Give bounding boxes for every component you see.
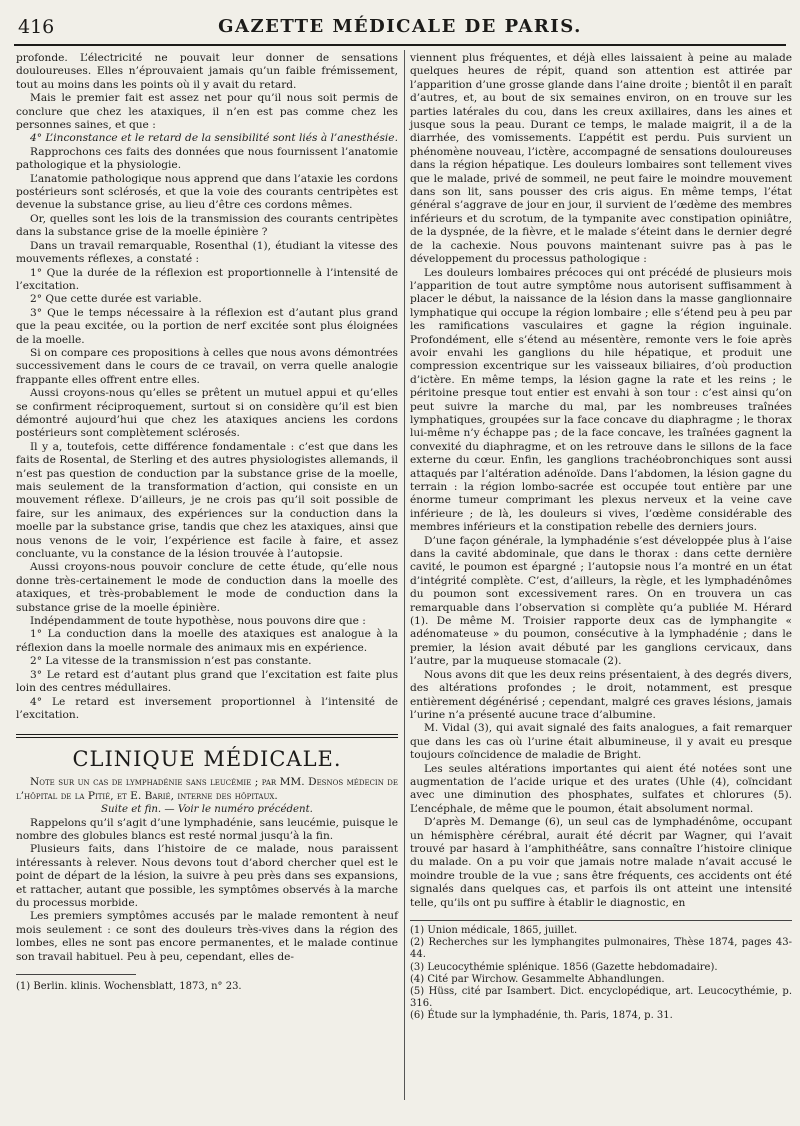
paragraph: D’après M. Demange (6), un seul cas de lymphadénôme, occupant un hémisphère cérébral, aurait été décrit par Wagner, qui l’avait trouvé par hasard à l’amphithéâtre, sans connaître l’histoire clinique du malade. On a pu voir que jamais notre malade n’avait accusé le moindre trouble de la vue ; sans être fréquents, ces accidents ont été signalés dans quelques cas, et parfois ils ont atteint une intensité telle, qu’ils ont pu suffire à établir le diagnostic, en: [410, 816, 792, 909]
paragraph: viennent plus fréquentes, et déjà elles laissaient à peine au malade quelques heures de répit, quand son attention est attirée par l’apparition d’une grosse glande dans l’aine droite ; bientôt il en paraît d’autres, et, au bout de six semaines environ, on en trouve sur les parties latérales du cou, dans les creux axillaires, dans les aines et jusque sous la peau. Durant ce temps, le malade maigrit, il a de la diarrhée, des vomissements. L’appétit est perdu. Puis survient un phénomène nouveau, l’ictère, accompagné de sensations douloureuses dans la région hépatique. Les douleurs lombaires sont tellement vives que le malade, privé de sommeil, ne peut faire le moindre mouvement dans son lit, sans pousser des cris aigus. En même temps, l’état général s’aggrave de jour en jour, il survient de l’œdème des membres inférieurs et du scrotum, de la tympanite avec constipation opiniâtre, de la dyspnée, de la fièvre, et le malade s’éteint dans le dernier degré de la cachexie. Nous pouvons maintenant suivre pas à pas le développement du processus pathologique :: [410, 52, 792, 266]
paragraph: Si on compare ces propositions à celles que nous avons démontrées successivement dans le cours de ce travail, on verra quelle analogie frappante elles offrent entre elles.: [16, 346, 398, 386]
paragraph: Or, quelles sont les lois de la transmission des courants centripètes dans la substance grise de la moelle épinière ?: [16, 212, 398, 239]
list-item: 4° Le retard est inversement proportionnel à l’intensité de l’excitation.: [16, 695, 398, 721]
footnote: (1) Union médicale, 1865, juillet.: [410, 925, 578, 936]
paragraph: Il y a, toutefois, cette différence fondamentale : c’est que dans les faits de Rosental, de Sterling et des autres physiologistes allemands, il n’est pas question de conduction par la substance grise de la moelle, mais seulement de la transformation d’action, qui consiste en un mouvement réflexe. D’ailleurs, je ne crois pas qu’il soit possible de faire, sur les animaux, des expériences sur la conduction dans la moelle par la substance grise, tandis que chez les ataxiques, ainsi que nous venons de le voir, l’expérience est facile à faire, et assez concluante, vu la constance de la lésion trouvée à l’autopsie.: [16, 440, 398, 561]
list-item: 2° Que cette durée est variable.: [30, 293, 202, 306]
list-item: 1° La conduction dans la moelle des ataxiques est analogue à la réflexion dans la moelle normale des animaux mis en expérience.: [16, 628, 398, 654]
list-item: 3° Que le temps nécessaire à la réflexion est d’autant plus grand que la peau excitée, ou la portion de nerf excitée sont plus éloignées de la moelle.: [16, 306, 398, 346]
footnote: (2) Recherches sur les lymphangites pulmonaires, Thèse 1874, pages 43-44.: [410, 937, 792, 961]
list-item: 1° Que la durée de la réflexion est proportionnelle à l’intensité de l’excitation.: [16, 266, 398, 292]
footnote: (6) Étude sur la lymphadénie, th. Paris, 1874, p. 31.: [410, 1010, 673, 1022]
footnote: (5) Hüss, cité par Isambert. Dict. encyclopédique, art. Leucocythémie, p. 316.: [410, 986, 792, 1010]
paragraph: profonde. L’électricité ne pouvait leur donner de sensations douloureuses. Elles n’éprouvaient jamais qu’un faible frémissement, tout au moins dans les points où il y avait du retard.: [16, 52, 398, 91]
section-separator: [16, 734, 398, 738]
paragraph: Rapprochons ces faits des données que nous fournissent l’anatomie pathologique et la physiologie.: [16, 145, 398, 172]
conclusion-item: 4° L’inconstance et le retard de la sensibilité sont liés à l’anesthésie.: [30, 132, 398, 145]
journal-title: GAZETTE MÉDICALE DE PARIS.: [218, 16, 582, 37]
page-number: 416: [18, 16, 55, 38]
paragraph: L’anatomie pathologique nous apprend que dans l’ataxie les cordons postérieurs sont sclérosés, et que la voie des courants centripètes est devenue la substance grise, au lieu d’être ces cordons mêmes.: [16, 172, 398, 212]
footnote-rule: [16, 974, 136, 975]
paragraph: Dans un travail remarquable, Rosenthal (1), étudiant la vitesse des mouvements réflexes, a constaté :: [16, 239, 398, 266]
footnote: (4) Cité par Wirchow. Gesammelte Abhandlungen.: [410, 973, 665, 985]
paragraph: M. Vidal (3), qui avait signalé des faits analogues, a fait remarquer que dans les cas où l’urine était albumineuse, il y avait eu presque toujours coïncidence de maladie de Bright.: [410, 722, 792, 762]
paragraph: Les premiers symptômes accusés par le malade remontent à neuf mois seulement : ce sont des douleurs très-vives dans la région des lombes, elles ne sont pas encore permanentes, et le malade continue son travail habituel. Peu à peu, cependant, elles de-: [16, 910, 398, 963]
paragraph: D’une façon générale, la lymphadénie s’est développée plus à l’aise dans la cavité abdominale, que dans le thorax : dans cette dernière cavité, le poumon est épargné ; l’autopsie nous l’a montré en un état d’intégrité complète. C’est, d’ailleurs, la règle, et les lymphadénômes du poumon sont excessivement rares. On en trouvera un cas remarquable dans l’observation si complète qu’a publiée M. Hérard (1). De même M. Troisier rapporte deux cas de lymphangite « adénomateuse » du poumon, consécutive à la lymphadénie ; dans le premier, la lésion avait débuté par les ganglions cervicaux, dans l’autre, par la muqueuse stomacale (2).: [410, 534, 792, 668]
left-column: [16, 52, 398, 993]
section-title: CLINIQUE MÉDICALE.: [72, 747, 342, 772]
list-item: 3° Le retard est d’autant plus grand que l’excitation est faite plus loin des centres médullaires.: [16, 668, 398, 695]
paragraph: Aussi croyons-nous qu’elles se prêtent un mutuel appui et qu’elles se confirment réciproquement, surtout si on considère qu’il est bien démontré aujourd’hui que chez les ataxiques anciens les cordons postérieurs sont complètement sclérosés.: [16, 387, 398, 440]
header-rule: [14, 44, 786, 46]
footnotes: [410, 920, 792, 1023]
paragraph: Rappelons qu’il s’agit d’une lymphadénie, sans leucémie, puisque le nombre des globules blancs est resté normal jusqu’à la fin.: [16, 816, 398, 842]
paragraph: Les seules altérations importantes qui aient été notées sont une augmentation de l’acide urique et des urates (Uhle (4), coïncidant avec une diminution des phosphates, sulfates et chlorures (5). L’encéphale, de même que le poumon, était absolument normal.: [410, 762, 792, 815]
right-column: [410, 52, 792, 1023]
article-title: Note sur un cas de lymphadénie sans leucémie ; par MM. Desnos médecin de l’hôpital de la Pitié, et E. Barié, interne des hôpitaux.: [16, 776, 398, 802]
paragraph: Indépendamment de toute hypothèse, nous pouvons dire que :: [30, 615, 366, 628]
footnote: (3) Leucocythémie splénique. 1856 (Gazette hebdomadaire).: [410, 961, 718, 973]
paragraph: Mais le premier fait est assez net pour qu’il nous soit permis de conclure que chez les ataxiques, il n’en est pas comme chez les personnes saines, et que :: [16, 92, 398, 132]
footnote: (1) Berlin. klinis. Wochensblatt, 1873, n° 23.: [16, 981, 242, 992]
list-item: 2° La vitesse de la transmission n’est pas constante.: [30, 655, 312, 668]
paragraph: Plusieurs faits, dans l’histoire de ce malade, nous paraissent intéressants à relever. Nous devons tout d’abord chercher quel est le point de départ de la lésion, la suivre à peu près dans ses expansions, et rattacher, autant que possible, les symptômes observés à la marche du processus morbide.: [16, 843, 398, 909]
continuation-note: Suite et fin. — Voir le numéro précédent.: [101, 804, 313, 816]
paragraph: Nous avons dit que les deux reins présentaient, à des degrés divers, des altérations profondes ; le droit, notamment, est presque entièrement dégénérisé ; cependant, malgré ces graves lésions, jamais l’urine n’a présenté aucune trace d’albumine.: [410, 668, 792, 721]
paragraph: Aussi croyons-nous pouvoir conclure de cette étude, qu’elle nous donne très-certainement le mode de conduction dans la moelle des ataxiques, et très-probablement le mode de conduction dans la substance grise de la moelle épinière.: [16, 561, 398, 614]
paragraph: Les douleurs lombaires précoces qui ont précédé de plusieurs mois l’apparition de tout autre symptôme nous autorisent suffisamment à placer le début, la naissance de la lésion dans la masse ganglionnaire lymphatique qui occupe la région lombaire ; elle s’étend peu à peu par les ramifications vasculaires et gagne la région inguinale. Profondément, elle s’étend au mésentère, remonte vers le foie après avoir envahi les ganglions du hile hépatique, et produit une compression excentrique sur les vaisseaux biliaires, d’où production d’ictère. En même temps, la lésion gagne la rate et les reins ; le péritoine presque tout entier est envahi à son tour : c’est ainsi qu’on peut suivre la marche du mal, par les nombreuses traînées lymphatiques, groupées sur la face concave du diaphragme ; le thorax lui-même n’y échappe pas ; de la face concave, les traînées gagnent la convexité du diaphragme, et on les retrouve dans le sillons de la face externe du cœur. Enfin, les ganglions trachéobronchiques sont aussi attaqués par l’altération adénoïde. Dans l’abdomen, la lésion gagne du terrain : la région lombo-sacrée est occupée tout entière par une énorme tumeur comprimant les plexus nerveux et la veine cave inférieure ; de là, les douleurs si vives, l’œdème considérable des membres inférieurs et la constipation rebelle des derniers jours.: [410, 266, 792, 534]
page-header: [14, 12, 786, 40]
column-divider: [404, 50, 405, 1100]
